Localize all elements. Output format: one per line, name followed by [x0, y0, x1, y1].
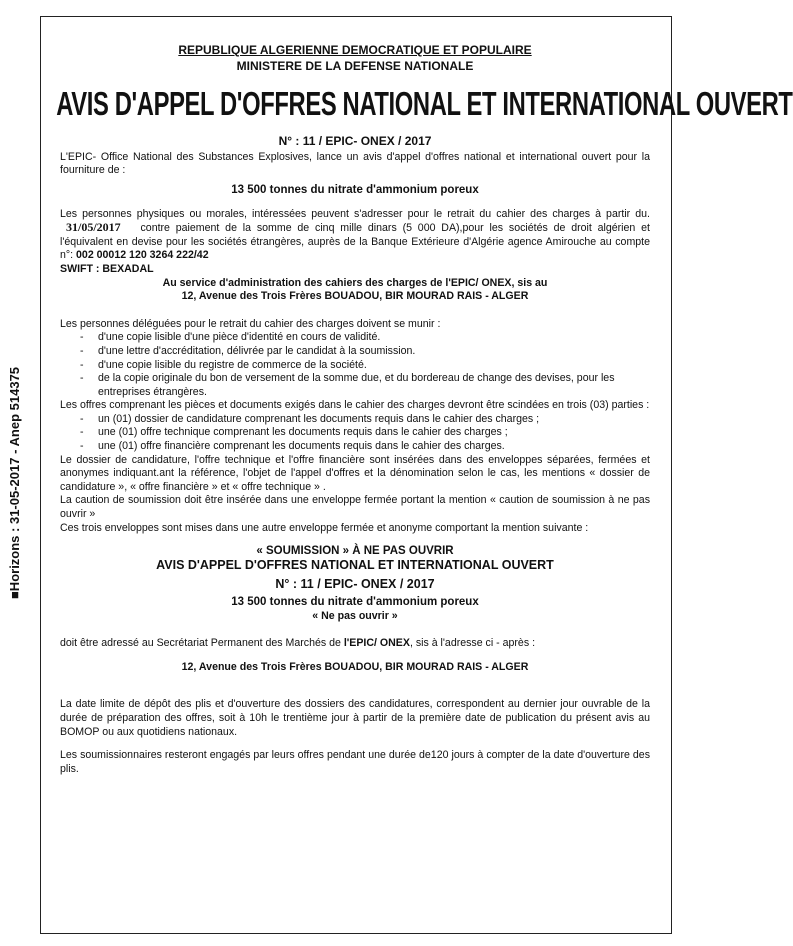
swift-code: SWIFT : BEXADAL — [60, 262, 154, 275]
publication-stamp: ■Horizons : 31-05-2017 - Anep 514375 — [7, 366, 22, 600]
caution-paragraph: La caution de soumission doit être insérée dans une enveloppe fermée portant la mention « caution de soumission à ne pas ouvrir » — [60, 494, 650, 521]
list-item: - une (01) offre technique comprenant les documents requis dans le cahier des charges ; — [80, 426, 650, 440]
validity-paragraph: Les soumissionnaires resteront engagés par leurs offres pendant une durée de120 jours à compter de la date d'ouverture des plis. — [60, 749, 650, 775]
envelopes-paragraph: Le dossier de candidature, l'offre technique et l'offre financière sont insérées dans des enveloppes séparées, fermées et anonymes indiquant.ant la référence, l'objet de l'appel d'offres et la dénomination selon le cas, les mentions « dossier de candidature », « offre financière » et « offre technique » . — [60, 453, 650, 493]
tender-number: N° : 11 / EPIC- ONEX / 2017 — [278, 134, 432, 149]
envelope-label-line-1: « SOUMISSION » À NE PAS OUVRIR — [256, 545, 454, 558]
delegates-list — [60, 331, 650, 399]
intro-paragraph: L'EPIC- Office National des Substances Explosives, lance un avis d'appel d'offres national et international ouvert pour la fourniture de : — [60, 150, 650, 177]
offers-intro: Les offres comprenant les pièces et documents exigés dans le cahier des charges devront être scindées en trois (03) parties : — [60, 399, 650, 412]
publication-sidebar — [5, 340, 31, 630]
address-intro — [60, 637, 650, 651]
envelope-label-subject: 13 500 tonnes du nitrate d'ammonium poreux — [231, 596, 479, 608]
bank-account: 002 00012 120 3264 222/42 — [76, 249, 209, 262]
announcement-content — [56, 40, 793, 776]
retrait-paragraph — [60, 208, 650, 263]
republic-heading: REPUBLIQUE ALGERIENNE DEMOCRATIQUE ET POPULAIRE — [178, 43, 532, 57]
tender-subject: 13 500 tonnes du nitrate d'ammonium poreux — [231, 183, 479, 196]
address-intro-post: , sis à l'adresse ci - après : — [409, 637, 536, 650]
deadline-paragraph: La date limite de dépôt des plis et d'ouverture des dossiers des candidatures, correspondent au dernier jour ouvrable de la durée de préparation des offres, soit à 10h le trentième jour à partir de la première date de publication du présent avis au BOMOP ou aux quotidiens nationaux. — [60, 698, 650, 738]
address-line: 12, Avenue des Trois Frères BOUADOU, BIR MOURAD RAIS - ALGER — [181, 660, 529, 673]
main-title: AVIS D'APPEL D'OFFRES NATIONAL ET INTERNATIONAL OUVERT — [56, 85, 793, 123]
list-item: - d'une lettre d'accréditation, délivrée par le candidat à la soumission. — [80, 345, 650, 359]
list-item: - de la copie originale du bon de versement de la somme due, et du bordereau de change des devises, pour les entreprises étrangères. — [80, 372, 650, 399]
list-item: - d'une copie lisible d'une pièce d'identité en cours de validité. — [80, 331, 650, 345]
retrait-text-2: contre paiement de la somme de cinq mille dinars (5 000 DA),pour les sociétés de droit algérien et l'équivalent en devise pour les sociétés étrangères, auprès de la Banque Extérieure d'Algérie agence Amirouche au compte n°: — [60, 222, 650, 262]
delegates-intro: Les personnes déléguées pour le retrait du cahier des charges doivent se munir : — [60, 317, 441, 330]
envelope-label-line-2: AVIS D'APPEL D'OFFRES NATIONAL ET INTERNATIONAL OUVERT — [156, 557, 554, 572]
retrait-date: 31/05/2017 — [66, 220, 121, 235]
list-item: - un (01) dossier de candidature comprenant les documents requis dans le cahier des charges ; — [80, 413, 650, 427]
address-intro-org: l'EPIC/ ONEX — [343, 637, 410, 650]
retrait-text-1: Les personnes physiques ou morales, intéressées peuvent s'adresser pour le retrait du cahier des charges à partir du. — [60, 207, 650, 220]
service-line-1: Au service d'administration des cahiers des charges de l'EPIC/ ONEX, sis au — [162, 276, 548, 289]
list-item: - d'une copie lisible du registre de commerce de la société. — [80, 359, 650, 373]
ministry-heading: MINISTERE DE LA DEFENSE NATIONALE — [236, 58, 474, 73]
list-item: - une (01) offre financière comprenant les documents requis dans le cahier des charges. — [80, 440, 650, 454]
address-intro-pre: doit être adressé au Secrétariat Permanent des Marchés de — [60, 637, 344, 650]
envelope-label-number: N° : 11 / EPIC- ONEX / 2017 — [275, 577, 435, 592]
three-envelopes-paragraph: Ces trois enveloppes sont mises dans une autre enveloppe fermée et anonyme comportant la mention suivante : — [60, 521, 589, 534]
offers-list — [60, 413, 650, 454]
service-line-2: 12, Avenue des Trois Frères BOUADOU, BIR MOURAD RAIS - ALGER — [181, 290, 529, 303]
envelope-label-no-open: « Ne pas ouvrir » — [312, 609, 398, 622]
